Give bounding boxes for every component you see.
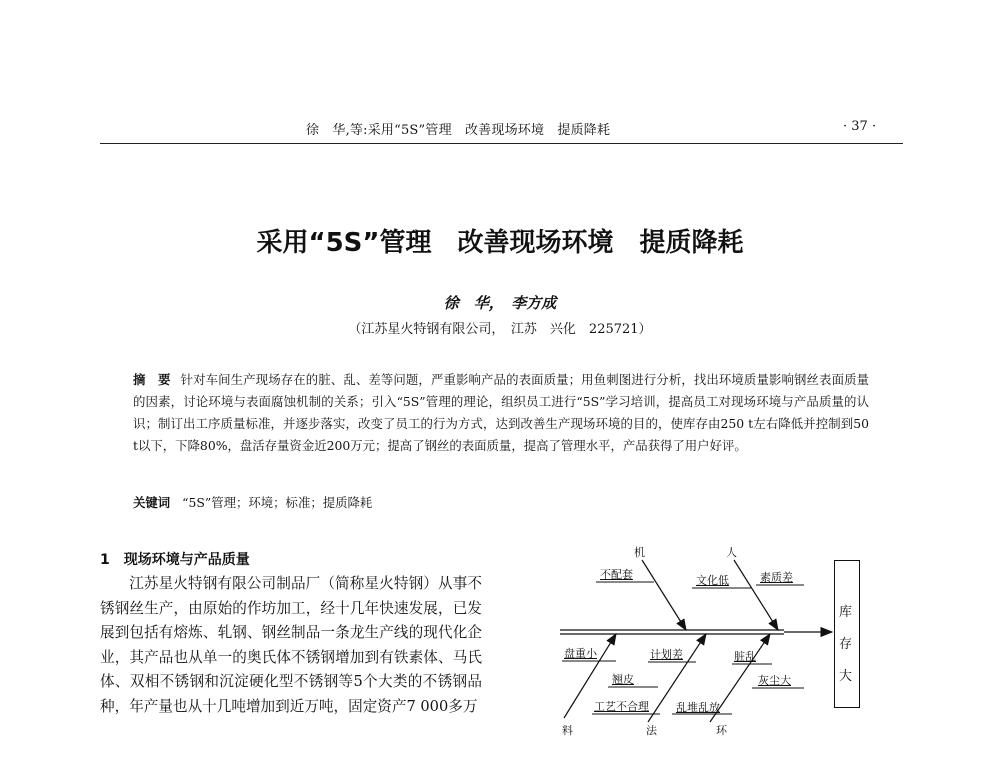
article-authors: 徐 华， 李方成 [443,294,557,312]
running-title: 徐 华,等:采用“5S”管理 改善现场环境 提质降耗 [306,123,611,138]
label-process-bad: 工艺不合理 [594,700,649,713]
label-dust: 灰尘大 [758,674,791,687]
effect-char: 大 [839,669,853,684]
article-affiliation: （江苏星火特钢有限公司， 江苏 兴化 225721） [348,322,652,337]
effect-box [834,560,860,708]
label-method: 法 [646,724,657,737]
page-number: · 37 · [843,119,877,134]
abstract [133,369,869,457]
label-quality: 素质差 [760,571,793,584]
label-fold: 翘皮 [612,673,634,686]
keywords-label: 关键词 [133,495,171,510]
label-plate-weight: 盘重小 [564,647,597,660]
label-material: 料 [562,724,573,737]
keywords [133,493,869,511]
keywords-text: “5S”管理；环境；标准；提质降耗 [182,495,373,510]
label-mismatch: 不配套 [600,568,633,581]
effect-char: 库 [839,605,853,620]
label-messy-stack: 乱堆乱放 [676,701,720,714]
running-header [0,119,1000,141]
label-dirty: 脏乱 [734,650,756,663]
abstract-text: 针对车间生产现场存在的脏、乱、差等问题，严重影响产品的表面质量；用鱼刺图进行分析，找出环境质量影响钢丝表面质量的因素，讨论环境与表面腐蚀机制的关系；引入“5S”管理的理论，组织员工进行“5S”学习培训，提高员工对现场环境与产品质量的认识；制订出工序质量标准，并逐步落实，改变了员工的行为方式，达到改善生产现场环境的目的，使库存由250 t左右降低并控制到50 t以下，下降80%，盘活存量资金近200万元；提高了钢丝的表面质量，提高了管理水平，产品获得了用户好评。 [133,372,870,453]
abstract-label: 摘 要 [133,372,171,387]
bone-machine [642,560,686,630]
effect-char: 存 [839,637,853,652]
header-rule [100,143,903,144]
label-person: 人 [726,546,737,559]
section-body [100,572,482,720]
fishbone-diagram [556,546,866,760]
label-low-culture: 文化低 [696,574,729,587]
label-plan-poor: 计划差 [650,648,683,661]
label-machine: 机 [634,546,645,559]
section-heading: 1 现场环境与产品质量 [100,552,250,568]
label-environment: 环 [716,724,727,737]
section-paragraph: 江苏星火特钢有限公司制品厂（简称星火特钢）从事不锈钢丝生产，由原始的作坊加工，经十几年快速发展，已发展到包括有熔炼、轧钢、钢丝制品一条龙生产线的现代化企业，其产品也从单一的奥氏体不锈钢增加到有铁素体、马氏体、双相不锈钢和沉淀硬化型不锈钢等5个大类的不锈钢品种，年产量也从十几吨增加到近万吨，固定资产7 000多万 [100,575,482,715]
article-title: 采用“5S”管理 改善现场环境 提质降耗 [256,228,744,258]
